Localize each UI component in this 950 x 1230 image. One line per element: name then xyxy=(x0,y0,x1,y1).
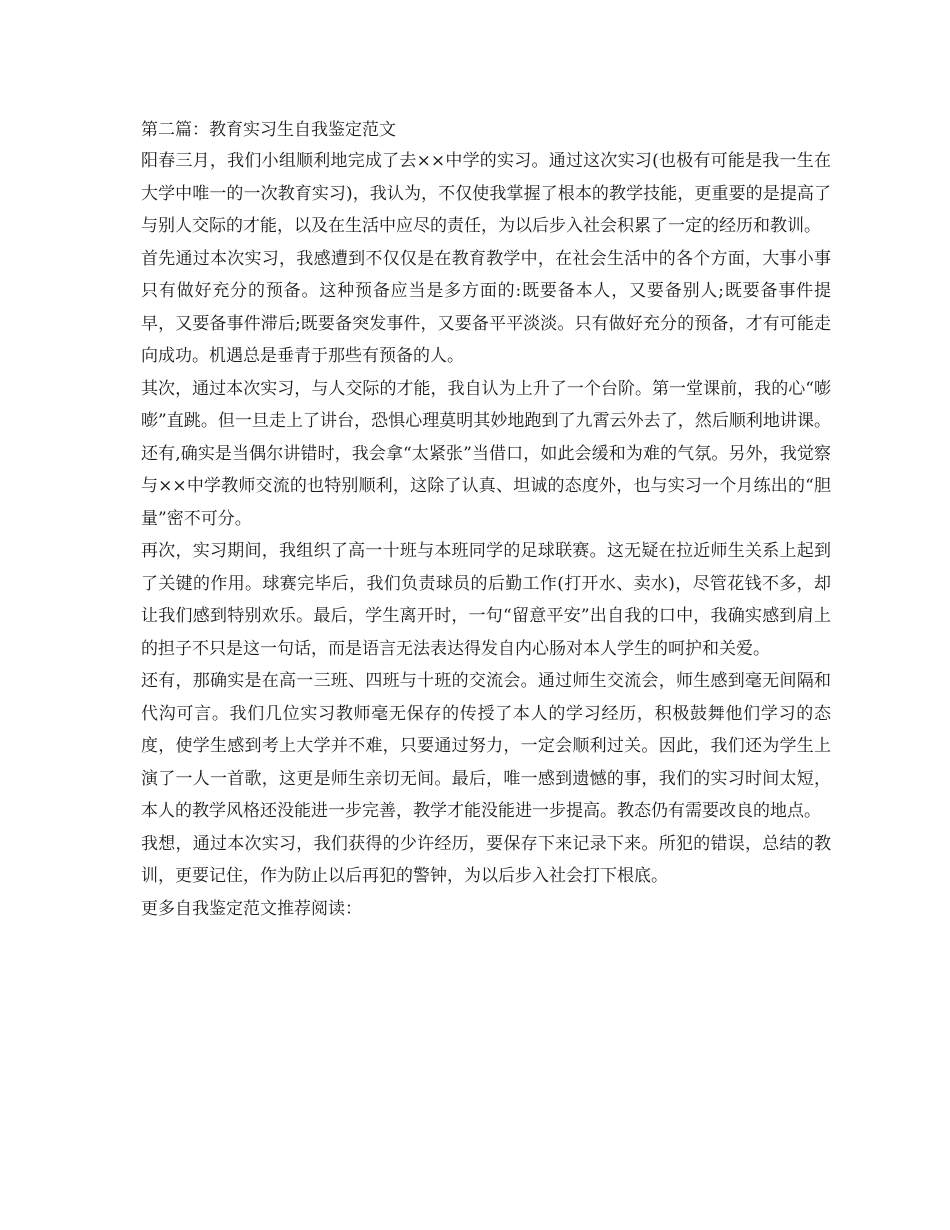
paragraph-1: 阳春三月，我们小组顺利地完成了去××中学的实习。通过这次实习(也极有可能是我一生在大学中唯一的一次教育实习)，我认为，不仅使我掌握了根本的教学技能，更重要的是提高了与别人交际的才能，以及在生活中应尽的责任，为以后步入社会积累了一定的经历和教训。 xyxy=(141,151,831,236)
paragraph-6: 我想，通过本次实习，我们获得的少许经历，要保存下来记录下来。所犯的错误，总结的教训，更要记住，作为防止以后再犯的警钟，为以后步入社会打下根底。 xyxy=(141,833,831,886)
paragraph-7: 更多自我鉴定范文推荐阅读： xyxy=(141,898,362,919)
paragraph-2: 首先通过本次实习，我感遭到不仅仅是在教育教学中，在社会生活中的各个方面，大事小事只有做好充分的预备。这种预备应当是多方面的:既要备本人，又要备别人;既要备事件提早，又要备事件滞后;既要备突发事件，又要备平平淡淡。只有做好充分的预备，才有可能走向成功。机遇总是垂青于那些有预备的人。 xyxy=(141,248,831,366)
paragraph-3: 其次，通过本次实习，与人交际的才能，我自认为上升了一个台阶。第一堂课前，我的心“嘭嘭”直跳。但一旦走上了讲台，恐惧心理莫明其妙地跑到了九霄云外去了，然后顺利地讲课。还有,确实是当偶尔讲错时，我会拿“太紧张”当借口，如此会缓和为难的气氛。另外，我觉察与××中学教师交流的也特别顺利，这除了认真、坦诚的态度外，也与实习一个月练出的“胆量”密不可分。 xyxy=(141,378,831,529)
paragraph-4: 再次，实习期间，我组织了高一十班与本班同学的足球联赛。这无疑在拉近师生关系上起到了关键的作用。球赛完毕后，我们负责球员的后勤工作(打开水、卖水)，尽管花钱不多，却让我们感到特别欢乐。最后，学生离开时，一句“留意平安”出自我的口中，我确实感到肩上的担子不只是这一句话，而是语言无法表达得发自内心肠对本人学生的呵护和关爱。 xyxy=(141,541,831,659)
document-title: 第二篇：教育实习生自我鉴定范文 xyxy=(141,120,396,140)
paragraph-5: 还有，那确实是在高一三班、四班与十班的交流会。通过师生交流会，师生感到毫无间隔和代沟可言。我们几位实习教师毫无保存的传授了本人的学习经历，积极鼓舞他们学习的态度，使学生感到考上大学并不难，只要通过努力，一定会顺利过关。因此，我们还为学生上演了一人一首歌，这更是师生亲切无间。最后，唯一感到遗憾的事，我们的实习时间太短，本人的教学风格还没能进一步完善，教学才能没能进一步提高。教态仍有需要改良的地点。 xyxy=(141,671,831,821)
document-body xyxy=(141,115,831,925)
